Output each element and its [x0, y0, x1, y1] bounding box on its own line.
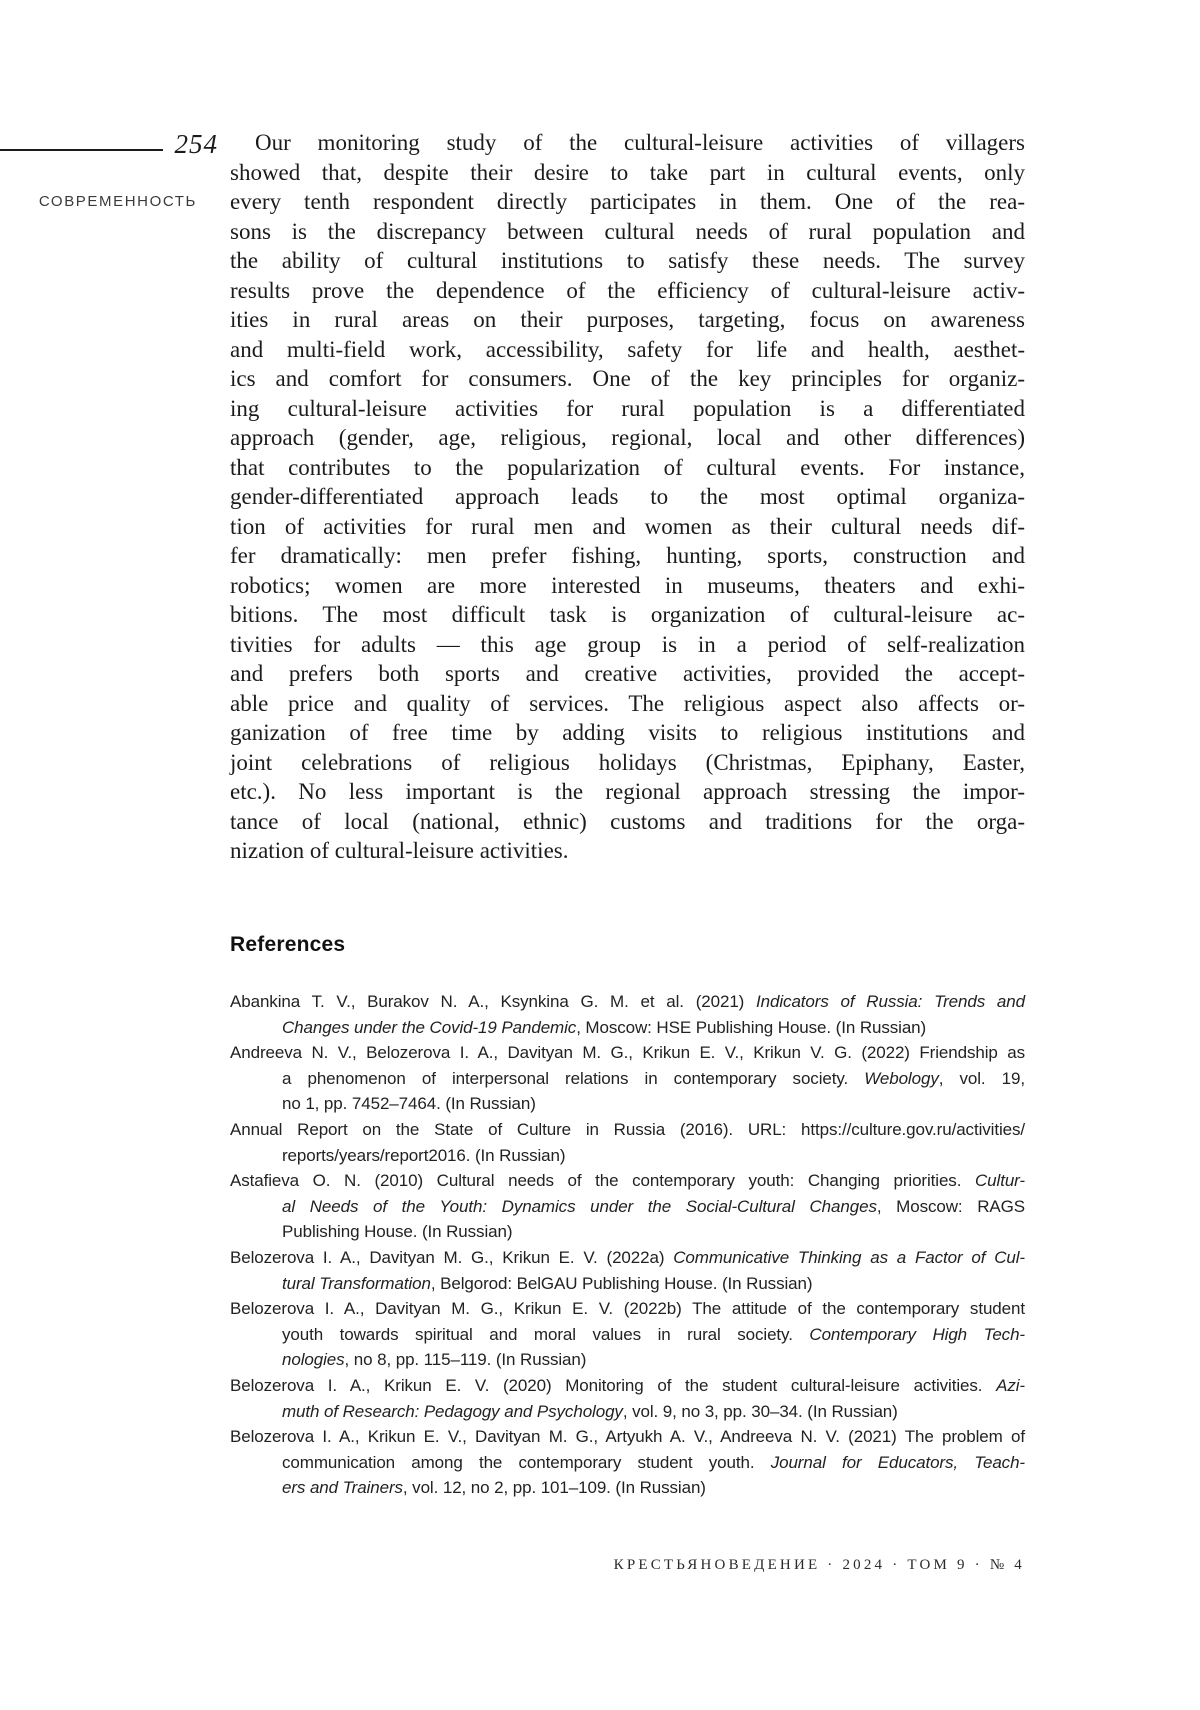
reference-title-segment: ers and Trainers — [282, 1478, 403, 1498]
page-number-row — [0, 130, 218, 158]
reference-text-segment: Belozerova I. A., Krikun E. V. (2020) Monitoring of the student cultural-leisure activities. — [230, 1375, 997, 1395]
margin-rule — [0, 149, 163, 151]
reference-title-segment: muth of Research: Pedagogy and Psychology — [282, 1401, 623, 1421]
reference-line — [230, 1475, 1025, 1501]
reference-text-segment: , vol. 9, no 3, pp. 30–34. (In Russian) — [622, 1401, 898, 1421]
reference-title-segment: Webology — [864, 1068, 939, 1088]
reference-title-segment: Changes under the Covid-19 Pandemic — [282, 1017, 577, 1037]
reference-line — [230, 1219, 1025, 1245]
reference-entry — [230, 1245, 1025, 1296]
reference-entry — [230, 1296, 1025, 1373]
reference-line — [230, 1117, 1025, 1143]
reference-line — [230, 1373, 1025, 1399]
paragraph-line: gender-differentiated approach leads to the most optimal organiza- — [230, 484, 1025, 509]
reference-text-segment: , vol. 12, no 2, pp. 101–109. (In Russian) — [402, 1478, 706, 1498]
reference-text-segment: communication among the contemporary student youth. — [282, 1452, 771, 1472]
reference-text-segment: Andreeva N. V., Belozerova I. A., Davityan M. G., Krikun E. V., Krikun V. G. (2022) Friendship as — [230, 1043, 1025, 1063]
reference-entry — [230, 1424, 1025, 1501]
paragraph-line: bitions. The most difficult task is organization of cultural-leisure ac- — [230, 602, 1025, 627]
reference-text-segment: , Moscow: HSE Publishing House. (In Russian) — [576, 1017, 927, 1037]
references-heading: References — [230, 933, 346, 956]
paragraph-line: ganization of free time by adding visits to religious institutions and — [230, 720, 1025, 745]
journal-footer: КРЕСТЬЯНОВЕДЕНИЕ · 2024 · ТОМ 9 · № 4 — [613, 1557, 1025, 1573]
paragraph-line: able price and quality of services. The religious aspect also affects or- — [230, 690, 1025, 716]
reference-text-segment: no 1, pp. 7452–7464. (In Russian) — [282, 1094, 536, 1114]
reference-text-segment: Annual Report on the State of Culture in Russia (2016). URL: https://culture.gov.ru/activities/ — [230, 1119, 1025, 1139]
paragraph-line: ities in rural areas on their purposes, targeting, focus on awareness — [230, 307, 1025, 332]
reference-title-segment: Contemporary High Tech- — [809, 1324, 1025, 1344]
page-number: 254 — [174, 129, 218, 159]
reference-text-segment: a phenomenon of interpersonal relations in contemporary society. — [282, 1068, 865, 1088]
reference-text-segment: Belozerova I. A., Davityan M. G., Krikun E. V. (2022a) — [230, 1247, 674, 1267]
reference-line — [230, 1399, 1025, 1425]
reference-line — [230, 1143, 1025, 1169]
reference-line — [230, 1015, 1025, 1041]
paragraph-line: every tenth respondent directly participates in them. One of the rea- — [230, 189, 1025, 214]
paragraph-line: tion of activities for rural men and women as their cultural needs dif- — [230, 513, 1025, 539]
reference-entry — [230, 1168, 1025, 1245]
paragraph-line: tivities for adults — this age group is in a period of self-realization — [230, 631, 1025, 657]
paragraph-line: fer dramatically: men prefer fishing, hunting, sports, construction and — [230, 543, 1025, 568]
paragraph-line: approach (gender, age, religious, regional, local and other differences) — [230, 425, 1025, 450]
paragraph-line: sons is the discrepancy between cultural needs of rural population and — [230, 218, 1025, 244]
reference-text-segment: Belozerova I. A., Davityan M. G., Krikun E. V. (2022b) The attitude of the contemporary student — [230, 1299, 1025, 1319]
paragraph-line: joint celebrations of religious holidays (Christmas, Epiphany, Easter, — [230, 749, 1025, 775]
reference-entry — [230, 989, 1025, 1040]
reference-entry — [230, 1373, 1025, 1424]
reference-line — [230, 1245, 1025, 1271]
reference-line — [230, 1424, 1025, 1450]
reference-line — [230, 1091, 1025, 1117]
reference-entry — [230, 1040, 1025, 1117]
paragraph-line: that contributes to the popularization of cultural events. For instance, — [230, 454, 1025, 480]
reference-title-segment: nologies — [282, 1350, 345, 1370]
reference-line — [230, 1450, 1025, 1476]
reference-title-segment: Journal for Educators, Teach- — [770, 1452, 1025, 1472]
reference-line — [230, 1271, 1025, 1297]
article-paragraph — [230, 128, 1025, 866]
paragraph-line: etc.). No less important is the regional approach stressing the impor- — [230, 779, 1025, 804]
reference-text-segment: , vol. 19, — [938, 1068, 1025, 1088]
paragraph-line: the ability of cultural institutions to satisfy these needs. The survey — [230, 248, 1025, 273]
references-list — [230, 989, 1025, 1501]
reference-title-segment: Azi- — [996, 1375, 1025, 1395]
paragraph-line: results prove the dependence of the efficiency of cultural-leisure activ- — [230, 277, 1025, 303]
paragraph-line: ing cultural-leisure activities for rural population is a differentiated — [230, 395, 1025, 421]
reference-line — [230, 1322, 1025, 1348]
reference-text-segment: reports/years/report2016. (In Russian) — [282, 1145, 566, 1165]
paragraph-line: Our monitoring study of the cultural-leisure activities of villagers — [255, 130, 1025, 155]
reference-text-segment: , no 8, pp. 115–119. (In Russian) — [344, 1350, 587, 1370]
reference-title-segment: Indicators of Russia: Trends and — [756, 992, 1025, 1011]
reference-line — [230, 1168, 1025, 1194]
reference-title-segment: tural Transformation — [282, 1273, 431, 1293]
reference-title-segment: al Needs of the Youth: Dynamics under the Social-Cultural Changes — [282, 1196, 877, 1216]
reference-line — [230, 1347, 1025, 1373]
reference-line — [230, 1296, 1025, 1322]
paragraph-line: robotics; women are more interested in museums, theaters and exhi- — [230, 572, 1025, 598]
paragraph-line: tance of local (national, ethnic) customs and traditions for the orga- — [230, 808, 1025, 834]
reference-text-segment: Publishing House. (In Russian) — [282, 1222, 513, 1242]
reference-entry — [230, 1117, 1025, 1168]
paragraph-line: showed that, despite their desire to take part in cultural events, only — [230, 159, 1025, 185]
paragraph-line: ics and comfort for consumers. One of the key principles for organiz- — [230, 366, 1025, 391]
paragraph-line: and multi-field work, accessibility, safety for life and health, aesthet- — [230, 336, 1025, 362]
section-label: СОВРЕМЕННОСТЬ — [38, 193, 197, 210]
reference-line — [230, 989, 1025, 1015]
reference-line — [230, 1040, 1025, 1066]
reference-text-segment: Astafieva O. N. (2010) Cultural needs of the contemporary youth: Changing priorities. — [230, 1171, 975, 1191]
paragraph-line: and prefers both sports and creative activities, provided the accept- — [230, 661, 1025, 686]
reference-line — [230, 1194, 1025, 1220]
reference-title-segment: Cultur- — [974, 1171, 1025, 1191]
reference-title-segment: Communicative Thinking as a Factor of Cul- — [673, 1247, 1025, 1267]
reference-text-segment: Abankina T. V., Burakov N. A., Ksynkina G. M. et al. (2021) — [230, 992, 757, 1011]
reference-text-segment: , Belgorod: BelGAU Publishing House. (In Russian) — [430, 1273, 813, 1293]
paragraph-line: nization of cultural-leisure activities. — [230, 838, 569, 863]
reference-text-segment: Belozerova I. A., Krikun E. V., Davityan M. G., Artyukh A. V., Andreeva N. V. (2021) The problem of — [230, 1427, 1025, 1447]
reference-line — [230, 1066, 1025, 1092]
reference-text-segment: youth towards spiritual and moral values in rural society. — [282, 1324, 810, 1344]
reference-text-segment: , Moscow: RAGS — [876, 1196, 1025, 1216]
